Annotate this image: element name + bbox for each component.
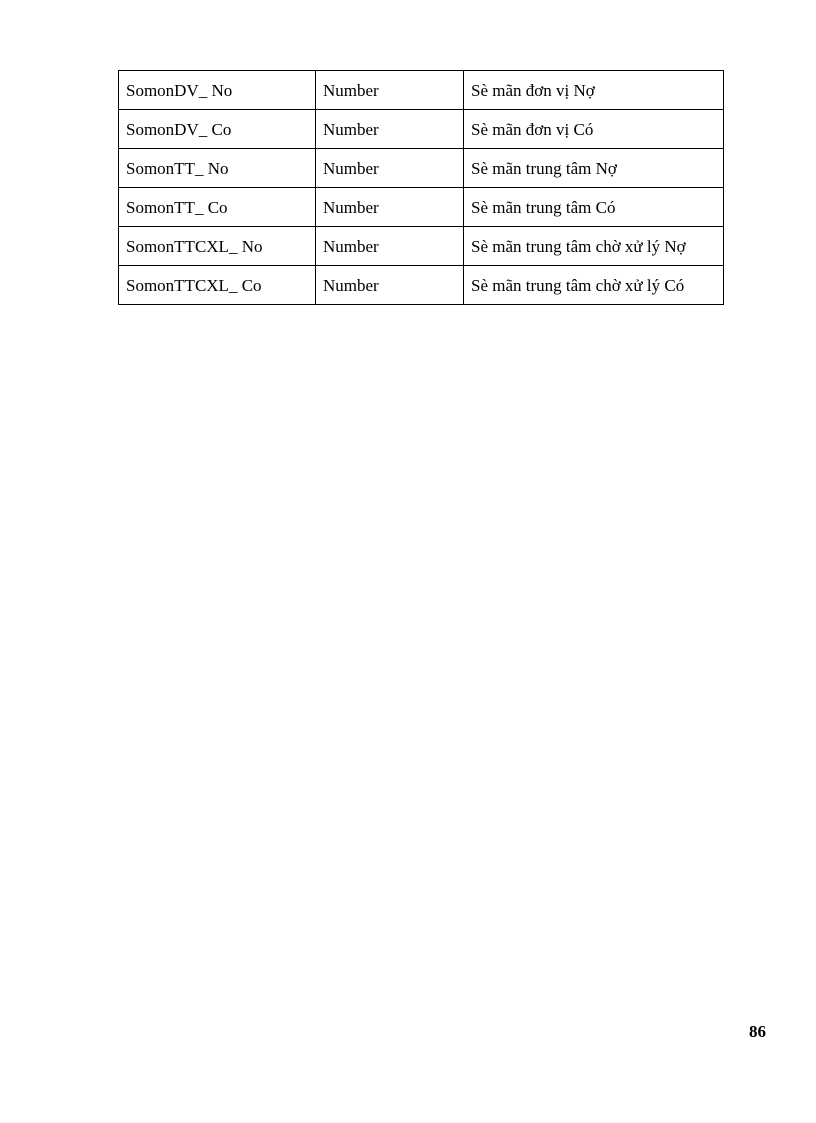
field-type-cell: Number — [316, 227, 464, 266]
field-type-cell: Number — [316, 71, 464, 110]
table-row — [119, 188, 724, 227]
table-row — [119, 227, 724, 266]
table-row — [119, 149, 724, 188]
field-name-cell: SomonTTCXL_ No — [119, 227, 316, 266]
field-name-cell: SomonDV_ No — [119, 71, 316, 110]
field-type-cell: Number — [316, 188, 464, 227]
field-name-cell: SomonDV_ Co — [119, 110, 316, 149]
field-description-cell: Sè mãn trung tâm chờ xử lý Nợ — [464, 227, 724, 266]
table-row — [119, 110, 724, 149]
field-description-cell: Sè mãn trung tâm chờ xử lý Có — [464, 266, 724, 305]
field-name-cell: SomonTT_ No — [119, 149, 316, 188]
field-description-cell: Sè mãn đơn vị Có — [464, 110, 724, 149]
page-number: 86 — [749, 1022, 766, 1041]
field-description-cell: Sè mãn trung tâm Có — [464, 188, 724, 227]
table-row — [119, 71, 724, 110]
field-name-cell: SomonTTCXL_ Co — [119, 266, 316, 305]
field-description-cell: Sè mãn trung tâm Nợ — [464, 149, 724, 188]
field-name-cell: SomonTT_ Co — [119, 188, 316, 227]
field-type-cell: Number — [316, 266, 464, 305]
field-definition-table — [118, 70, 724, 305]
field-type-cell: Number — [316, 110, 464, 149]
table-row — [119, 266, 724, 305]
field-description-cell: Sè mãn đơn vị Nợ — [464, 71, 724, 110]
field-type-cell: Number — [316, 149, 464, 188]
